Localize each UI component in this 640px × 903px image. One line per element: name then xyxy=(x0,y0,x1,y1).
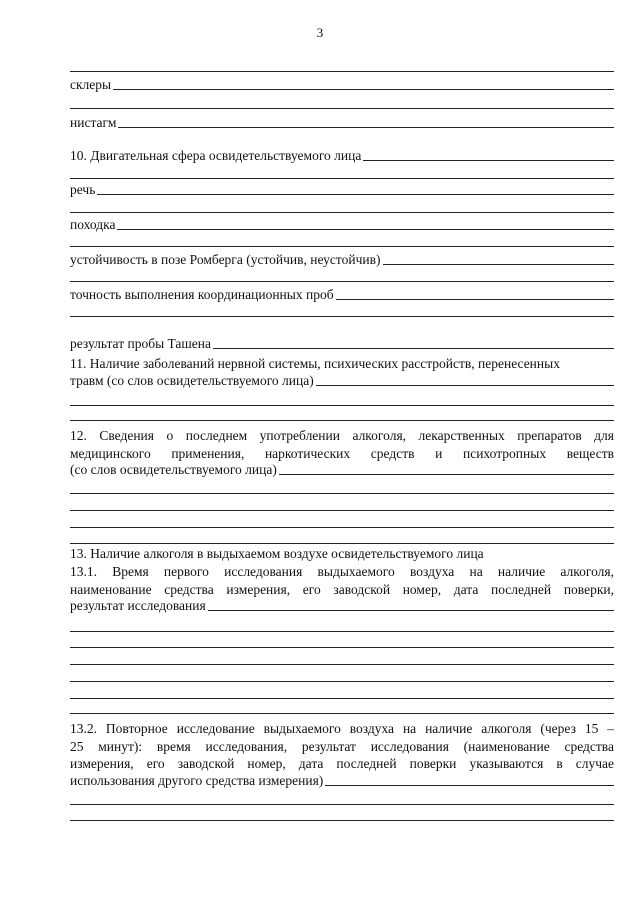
blank-line[interactable] xyxy=(70,316,614,317)
blank-line[interactable] xyxy=(70,493,614,494)
section-13-1-line-1: 13.1. Время первого исследования выдыхаемого воздуха на наличие алкоголя, xyxy=(70,564,614,579)
blank-line[interactable] xyxy=(70,246,614,247)
blank-line[interactable] xyxy=(70,281,614,282)
section-11-line-1: 11. Наличие заболеваний нервной системы, психических расстройств, перенесенных xyxy=(70,356,560,371)
blank-line[interactable] xyxy=(70,108,614,109)
gait-input-line[interactable] xyxy=(117,229,614,230)
romberg-input-line[interactable] xyxy=(383,264,615,265)
section-13-1-field[interactable] xyxy=(70,598,614,614)
nystagmus-field[interactable] xyxy=(70,115,614,131)
speech-field[interactable] xyxy=(70,182,614,198)
speech-input-line[interactable] xyxy=(97,194,614,195)
gait-field[interactable] xyxy=(70,217,614,233)
tashen-field[interactable] xyxy=(70,336,614,352)
section-13-2-input-line[interactable] xyxy=(325,785,614,786)
section-13-2-line-3: измерения, его заводской номер, дата последней поверки указываются в случае xyxy=(70,756,614,771)
section-13-2-line-2: 25 минут): время исследования, результат исследования (наименование средства xyxy=(70,738,614,754)
sclera-field[interactable] xyxy=(70,77,614,93)
coordination-field[interactable] xyxy=(70,287,614,303)
blank-line[interactable] xyxy=(70,212,614,213)
blank-line[interactable] xyxy=(70,178,614,179)
blank-line[interactable] xyxy=(70,713,614,714)
blank-line[interactable] xyxy=(70,527,614,528)
speech-label: речь xyxy=(70,182,96,197)
section-13-2-text xyxy=(70,720,614,773)
section-11-field[interactable] xyxy=(70,373,614,389)
motor-sphere-label: 10. Двигательная сфера освидетельствуемого лица xyxy=(70,148,362,163)
section-13-1-text xyxy=(70,563,614,598)
tashen-label: результат пробы Ташена xyxy=(70,336,212,351)
section-13-2-line-1: 13.2. Повторное исследование выдыхаемого воздуха на наличие алкоголя (через 15 – xyxy=(70,721,614,736)
blank-line[interactable] xyxy=(70,71,614,72)
section-13-1-label: результат исследования xyxy=(70,598,206,613)
section-12-line-2: медицинского применения, наркотических средств и психотропных веществ xyxy=(70,445,614,461)
section-12-field[interactable] xyxy=(70,462,614,478)
blank-line[interactable] xyxy=(70,631,614,632)
blank-line[interactable] xyxy=(70,543,614,544)
coordination-input-line[interactable] xyxy=(336,299,614,300)
section-13-2-label: использования другого средства измерения) xyxy=(70,773,324,788)
page-number: 3 xyxy=(316,25,324,40)
nystagmus-label: нистагм xyxy=(70,115,117,130)
section-12-line-1: 12. Сведения о последнем употреблении алкоголя, лекарственных препаратов для xyxy=(70,428,614,443)
blank-line[interactable] xyxy=(70,420,614,421)
section-12-label: (со слов освидетельствуемого лица) xyxy=(70,462,277,477)
section-11-label: травм (со слов освидетельствуемого лица) xyxy=(70,373,314,388)
section-13-2-field[interactable] xyxy=(70,773,614,789)
blank-line[interactable] xyxy=(70,820,614,821)
blank-line[interactable] xyxy=(70,698,614,699)
tashen-input-line[interactable] xyxy=(213,348,614,349)
section-12-text xyxy=(70,427,614,462)
blank-line[interactable] xyxy=(70,647,614,648)
section-13-1-line-2: наименование средства измерения, его заводской номер, дата последней поверки, xyxy=(70,581,614,597)
blank-line[interactable] xyxy=(70,510,614,511)
sclera-input-line[interactable] xyxy=(113,89,614,90)
section-13-1-input-line[interactable] xyxy=(208,610,614,611)
blank-line[interactable] xyxy=(70,804,614,805)
gait-label: походка xyxy=(70,217,116,232)
sclera-label: склеры xyxy=(70,77,112,92)
blank-line[interactable] xyxy=(70,405,614,406)
section-11-input-line[interactable] xyxy=(316,385,614,386)
blank-line[interactable] xyxy=(70,681,614,682)
romberg-field[interactable] xyxy=(70,252,614,268)
blank-line[interactable] xyxy=(70,664,614,665)
section-13-title: 13. Наличие алкоголя в выдыхаемом воздухе освидетельствуемого лица xyxy=(70,546,484,561)
motor-sphere-field[interactable] xyxy=(70,148,614,164)
motor-sphere-input-line[interactable] xyxy=(363,160,614,161)
nystagmus-input-line[interactable] xyxy=(118,127,614,128)
section-12-input-line[interactable] xyxy=(279,474,614,475)
coordination-label: точность выполнения координационных проб xyxy=(70,287,334,302)
romberg-label: устойчивость в позе Ромберга (устойчив, неустойчив) xyxy=(70,252,381,267)
